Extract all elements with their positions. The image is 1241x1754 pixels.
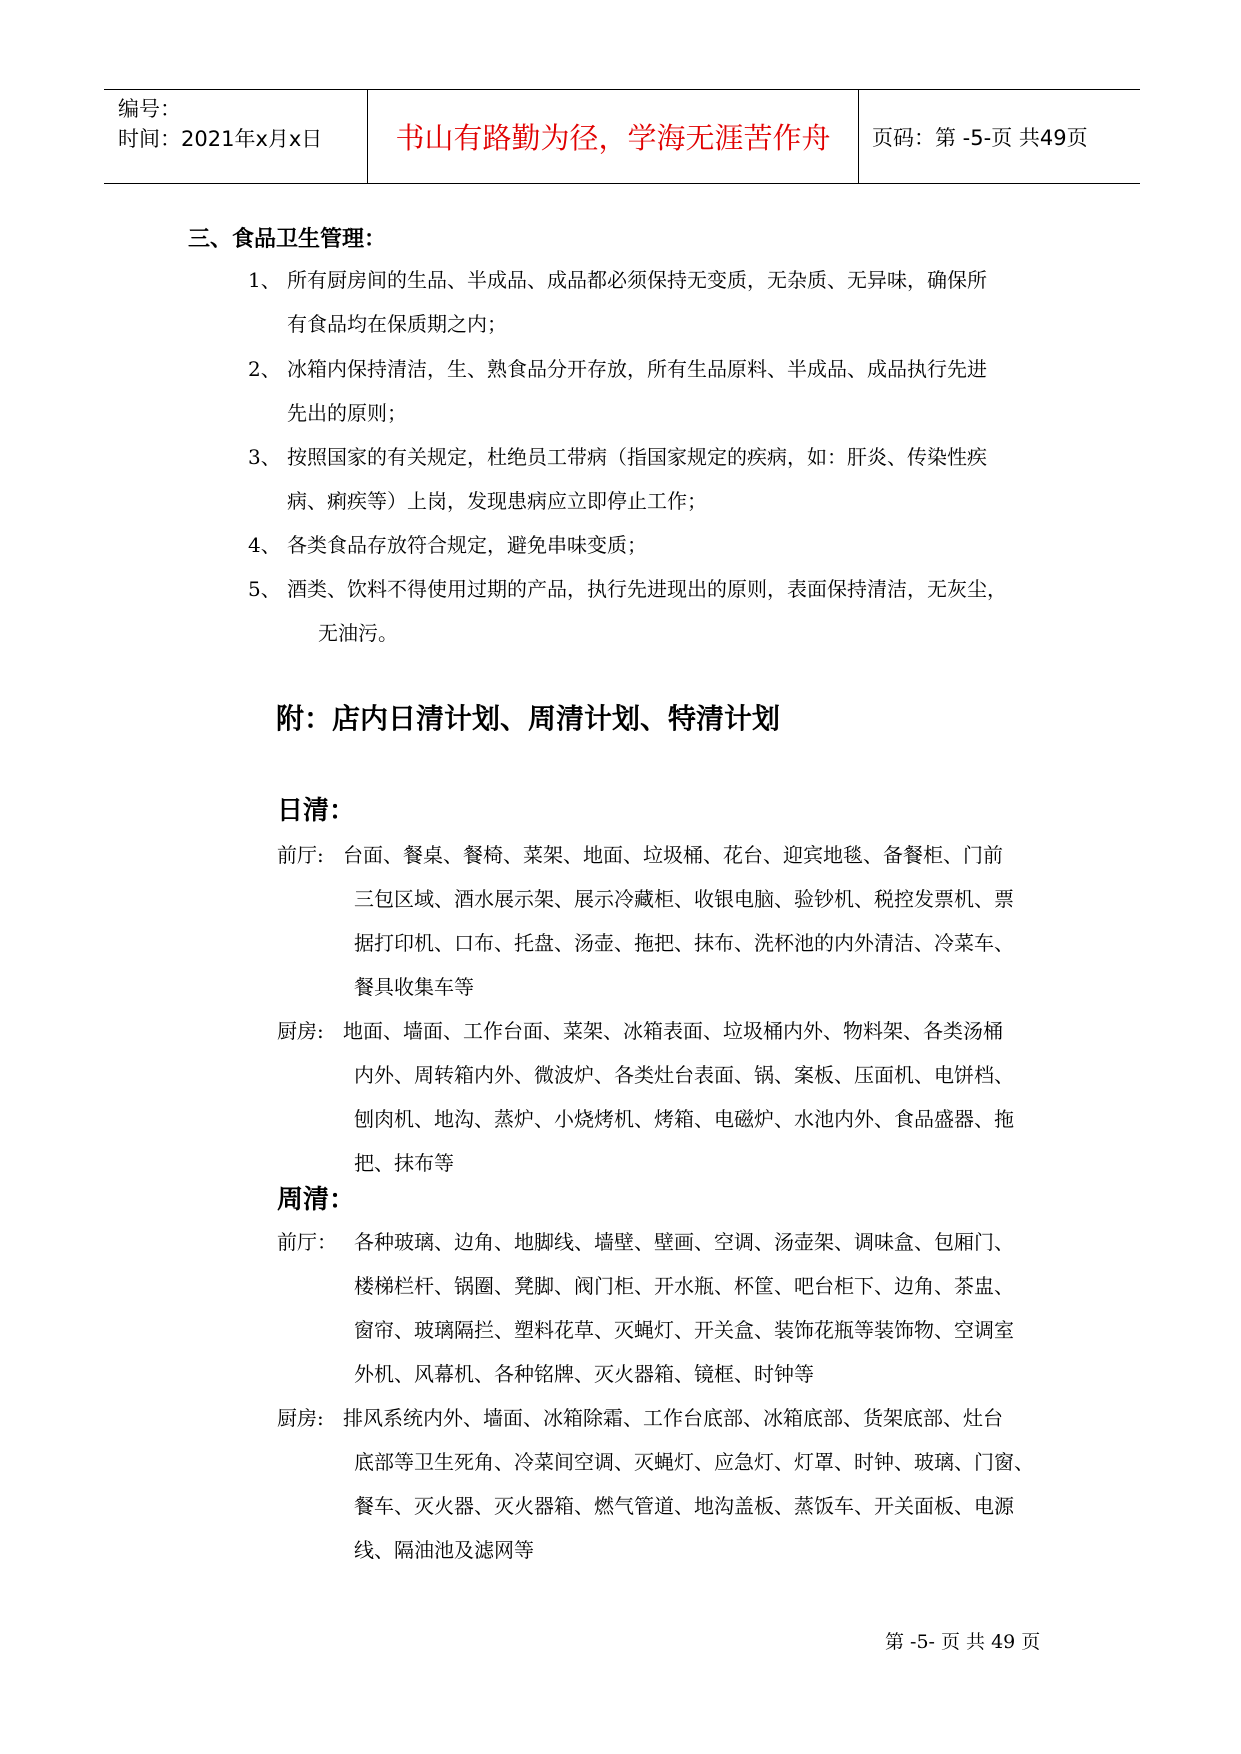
item-number: 5、 (248, 577, 281, 601)
category-line: 各种玻璃、边角、地脚线、墙壁、壁画、空调、汤壶架、调味盒、包厢门、 (354, 1230, 1014, 1254)
category-line: 据打印机、口布、托盘、汤壶、拖把、抹布、洗杯池的内外清洁、冷菜车、 (354, 931, 1014, 955)
category-line: 楼梯栏杆、锅圈、凳脚、阀门柜、开水瓶、杯筐、吧台柜下、边角、茶盅、 (354, 1274, 1014, 1298)
category-line: 餐车、灭火器、灭火器箱、燃气管道、地沟盖板、蒸饭车、开关面板、电源 (354, 1494, 1014, 1518)
weekly-title: 周清： (277, 1185, 356, 1215)
category-label: 厨房: (277, 1019, 324, 1043)
category-line: 餐具收集车等 (354, 975, 474, 999)
page-footer: 第 -5- 页 共 49 页 (885, 1631, 1041, 1653)
category-line: 窗帘、玻璃隔拦、塑料花草、灭蝇灯、开关盒、装饰花瓶等装饰物、空调室 (354, 1318, 1014, 1342)
category-line: 台面、餐桌、餐椅、菜架、地面、垃圾桶、花台、迎宾地毯、备餐柜、门前 (343, 843, 1003, 867)
category-line: 地面、墙面、工作台面、菜架、冰箱表面、垃圾桶内外、物料架、各类汤桶 (343, 1019, 1003, 1043)
item-line: 按照国家的有关规定，杜绝员工带病（指国家规定的疾病，如：肝炎、传染性疾 (287, 445, 987, 469)
category-line: 三包区域、酒水展示架、展示冷藏柜、收银电脑、验钞机、税控发票机、票 (354, 887, 1014, 911)
item-line: 有食品均在保质期之内； (287, 312, 507, 336)
serial-label: 编号： (118, 97, 181, 121)
daily-title: 日清： (277, 796, 356, 826)
header-table (104, 89, 1140, 184)
category-line: 线、隔油池及滤网等 (354, 1538, 534, 1562)
section-title: 三、食品卫生管理： (188, 227, 387, 252)
item-line: 先出的原则； (287, 401, 407, 425)
item-line: 无油污。 (318, 621, 398, 645)
item-line: 酒类、饮料不得使用过期的产品，执行先进现出的原则，表面保持清洁，无灰尘， (287, 577, 1007, 601)
header-meta (118, 94, 322, 154)
category-line: 外机、风幕机、各种铭牌、灭火器箱、镜框、时钟等 (354, 1362, 814, 1386)
header-page-info: 页码：第 -5-页 共49页 (872, 125, 1088, 150)
item-number: 1、 (248, 268, 281, 292)
category-line: 排风系统内外、墙面、冰箱除霜、工作台底部、冰箱底部、货架底部、灶台 (343, 1406, 1003, 1430)
category-label: 前厅： (277, 1230, 337, 1254)
category-line: 内外、周转箱内外、微波炉、各类灶台表面、锅、案板、压面机、电饼档、 (354, 1063, 1014, 1087)
item-number: 2、 (248, 357, 281, 381)
header-divider (858, 90, 859, 183)
header-motto: 书山有路勤为径，学海无涯苦作舟 (395, 121, 831, 155)
appendix-title: 附：店内日清计划、周清计划、特清计划 (276, 702, 781, 735)
category-label: 前厅: (277, 843, 324, 867)
item-line: 所有厨房间的生品、半成品、成品都必须保持无变质，无杂质、无异味，确保所 (287, 268, 987, 292)
category-line: 底部等卫生死角、冷菜间空调、灭蝇灯、应急灯、灯罩、时钟、玻璃、门窗、 (354, 1450, 1034, 1474)
category-line: 把、抹布等 (354, 1151, 454, 1175)
item-line: 病、痢疾等）上岗，发现患病应立即停止工作； (287, 489, 707, 513)
time-label: 时间：2021年x月x日 (118, 127, 323, 151)
category-line: 刨肉机、地沟、蒸炉、小烧烤机、烤箱、电磁炉、水池内外、食品盛器、拖 (354, 1107, 1014, 1131)
category-label: 厨房: (277, 1406, 324, 1430)
item-number: 4、 (248, 533, 281, 557)
item-line: 各类食品存放符合规定，避免串味变质； (287, 533, 647, 557)
item-line: 冰箱内保持清洁，生、熟食品分开存放，所有生品原料、半成品、成品执行先进 (287, 357, 987, 381)
item-number: 3、 (248, 445, 281, 469)
